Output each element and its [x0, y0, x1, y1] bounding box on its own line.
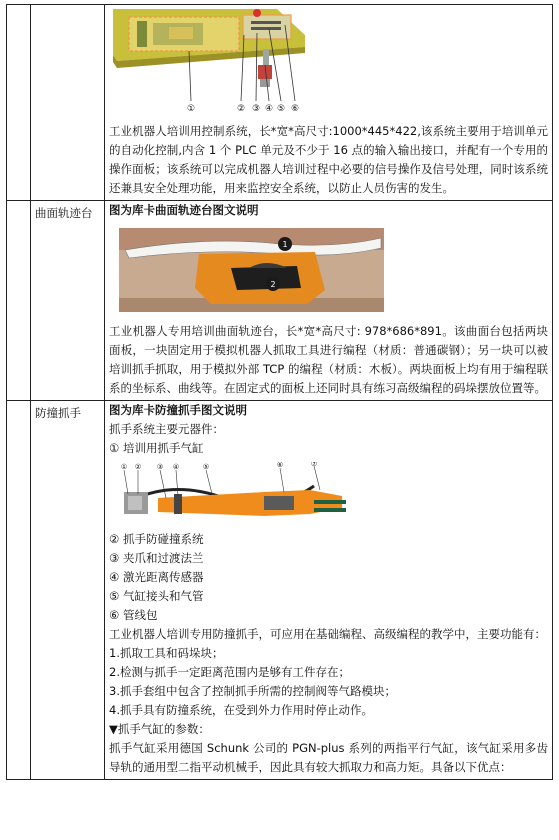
category-cell [31, 5, 105, 201]
index-cell [7, 5, 31, 201]
parameter-heading: ▼抓手气缸的参数： [109, 722, 210, 736]
table-row-control-system [7, 5, 553, 201]
table-row-curved-track [7, 201, 553, 401]
callout-2: ② [236, 104, 246, 114]
component-item: ④ 激光距离传感器 [109, 570, 204, 584]
category-cell [31, 401, 105, 780]
component-item: ③ 夹爪和过渡法兰 [109, 551, 204, 565]
callout-4: ④ [264, 104, 274, 114]
control-system-description: 工业机器人培训用控制系统，长*宽*高尺寸:1000*445*422,该系统主要用于培训单元的自动化控制,内含 1 个 PLC 单元及不少于 16 点的输入输出接口，并配有一个专用的操作面板；该系统可以完成机器人培训过程中必要的信号操作及信号处理，同时该系统还兼具安全处理功能，用来监控安全系统，以防止人员伤害的发生。 [109, 124, 548, 195]
content-cell [105, 5, 553, 201]
component-item: ⑥ 管线包 [109, 608, 158, 622]
index-cell [7, 401, 31, 780]
callout-4: ④ [172, 463, 180, 471]
callout-5: ⑤ [202, 463, 210, 471]
section-title: 图为库卡曲面轨迹台图文说明 [109, 203, 259, 217]
category-cell [31, 201, 105, 401]
callout-1: ① [120, 463, 128, 471]
content-cell [105, 201, 553, 401]
marker-1: 1 [282, 240, 288, 249]
component-item: ① 培训用抓手气缸 [109, 441, 204, 455]
function-item: 2.检测与抓手一定距离范围内是够有工件存在； [109, 665, 350, 679]
callout-1: ① [186, 104, 196, 114]
gripper-image [114, 462, 354, 526]
callout-2: ② [134, 463, 142, 471]
curved-track-description: 工业机器人专用培训曲面轨迹台，长*宽*高尺寸: 978*686*891。该曲面台包括两块面板，一块固定用于模拟机器人抓取工具进行编程（材质：普通碳钢）；另一块可以被培训抓手抓取，用于模拟外部 TCP 的编程（材质：木板）。两块面板上均有用于编程联系的坐标系、曲线等。在固定式的面板上还同时具有练习高级编程的码垛摆放位置等。 [109, 324, 548, 395]
section-title: 图为库卡防撞抓手图文说明 [109, 403, 247, 417]
table-row-gripper [7, 401, 553, 780]
marker-2: 2 [270, 280, 276, 289]
curved-track-image [119, 228, 384, 312]
callout-5: ⑤ [276, 104, 286, 114]
index-cell [7, 201, 31, 401]
control-system-image [109, 5, 334, 122]
function-item: 4.抓手具有防撞系统，在受到外力作用时停止动作。 [109, 703, 373, 717]
gripper-description: 工业机器人培训专用防撞抓手，可应用在基础编程、高级编程的教学中，主要功能有： [109, 627, 546, 641]
component-item: ② 抓手防碰撞系统 [109, 532, 204, 546]
component-item: ⑤ 气缸接头和气管 [109, 589, 204, 603]
components-intro: 抓手系统主要元器件： [109, 422, 224, 436]
function-item: 1.抓取工具和码垛块； [109, 646, 224, 660]
spec-table [6, 4, 553, 780]
callout-6: ⑥ [290, 104, 300, 114]
callout-6: ⑥ [276, 462, 284, 469]
callout-7: ⑦ [310, 462, 318, 468]
callout-3: ③ [156, 463, 164, 471]
callout-3: ③ [251, 104, 261, 114]
category-label: 曲面轨迹台 [35, 206, 93, 220]
parameter-description: 抓手气缸采用德国 Schunk 公司的 PGN-plus 系列的两指平行气缸，该气缸采用多齿导轨的通用型二指平动机械手，因此具有较大抓取力和高力矩。具备以下优点： [109, 741, 548, 774]
category-label: 防撞抓手 [35, 406, 81, 420]
function-item: 3.抓手套组中包含了控制抓手所需的控制阀等气路模块； [109, 684, 396, 698]
content-cell [105, 401, 553, 780]
